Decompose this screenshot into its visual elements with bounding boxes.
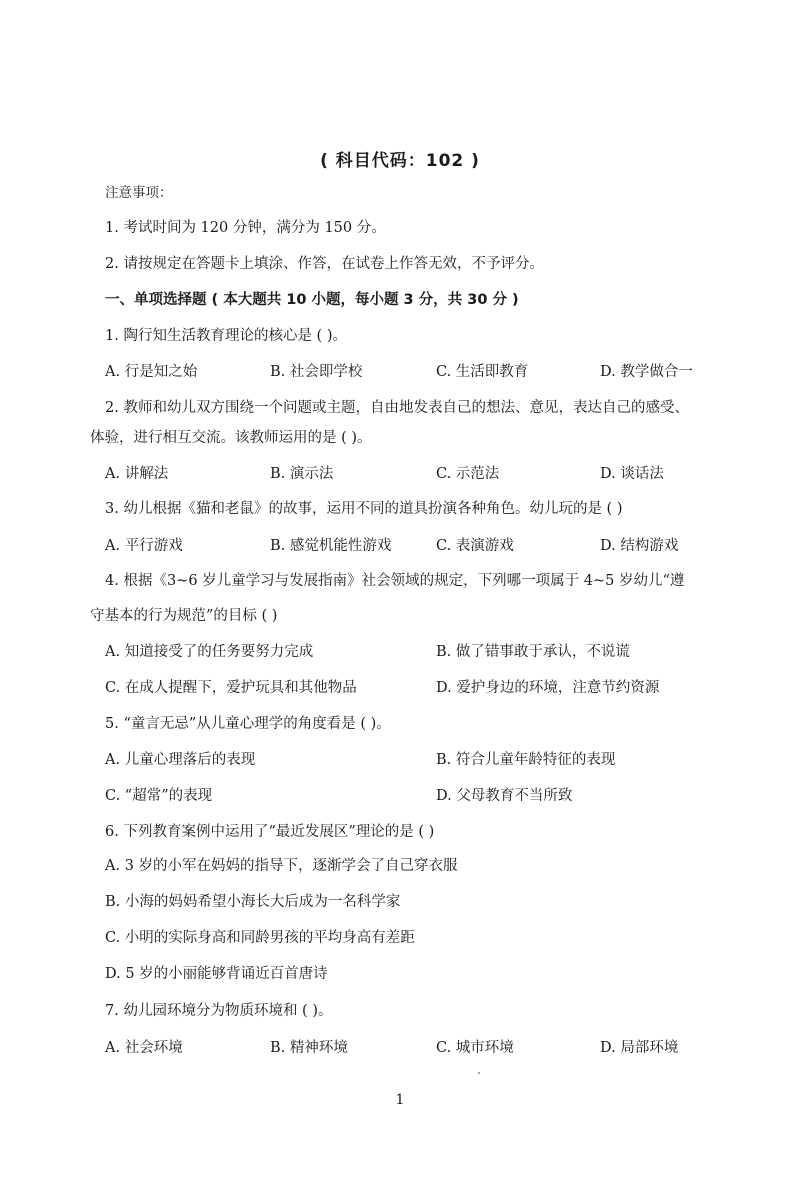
q6-option-b: B. 小海的妈妈希望小海长大后成为一名科学家	[105, 894, 401, 910]
question-4-stem-line-2: 守基本的行为规范”的目标 ( )	[90, 608, 278, 624]
q6-option-c: C. 小明的实际身高和同龄男孩的平均身高有差距	[105, 930, 415, 946]
question-3-stem: 3. 幼儿根据《猫和老鼠》的故事，运用不同的道具扮演各种角色。幼儿玩的是 ( )	[105, 501, 623, 517]
q7-option-a: A. 社会环境	[105, 1040, 183, 1056]
q7-option-c: C. 城市环境	[436, 1040, 514, 1056]
q6-option-a: A. 3 岁的小军在妈妈的指导下，逐渐学会了自己穿衣服	[105, 858, 458, 874]
q2-option-d: D. 谈话法	[600, 466, 664, 482]
question-4-stem-line-1: 4. 根据《3~6 岁儿童学习与发展指南》社会领域的规定，下列哪一项属于 4~5 岁幼儿“遵	[105, 573, 685, 589]
q2-option-c: C. 示范法	[436, 466, 500, 482]
q5-option-b: B. 符合儿童年龄特征的表现	[436, 752, 616, 768]
question-5-stem: 5. “童言无忌”从儿童心理学的角度看是 ( )。	[105, 716, 391, 732]
section-title: 一、单项选择题 ( 本大题共 10 小题，每小题 3 分，共 30 分 )	[105, 292, 519, 308]
q7-option-b: B. 精神环境	[270, 1040, 348, 1056]
notice-item-1: 1. 考试时间为 120 分钟，满分为 150 分。	[105, 220, 386, 236]
page-number: 1	[395, 1092, 405, 1108]
question-1-stem: 1. 陶行知生活教育理论的核心是 ( )。	[105, 328, 347, 344]
q1-option-d: D. 教学做合一	[600, 364, 693, 380]
q4-option-b: B. 做了错事敢于承认，不说谎	[436, 644, 630, 660]
question-2-stem-line-2: 体验，进行相互交流。该教师运用的是 ( )。	[90, 430, 372, 446]
question-2-stem-line-1: 2. 教师和幼儿双方围绕一个问题或主题，自由地发表自己的想法、意见，表达自己的感受、	[105, 400, 689, 416]
q4-option-c: C. 在成人提醒下，爱护玩具和其他物品	[105, 680, 357, 696]
q2-option-a: A. 讲解法	[105, 466, 169, 482]
q7-option-d: D. 局部环境	[600, 1040, 679, 1056]
q3-option-d: D. 结构游戏	[600, 538, 679, 554]
q5-option-d: D. 父母教育不当所致	[436, 788, 573, 804]
q5-option-c: C. “超常”的表现	[105, 788, 213, 804]
notice-heading: 注意事项：	[105, 185, 173, 201]
scan-speck	[478, 1072, 480, 1074]
question-7-stem: 7. 幼儿园环境分为物质环境和 ( )。	[105, 1003, 333, 1019]
q5-option-a: A. 儿童心理落后的表现	[105, 752, 256, 768]
q1-option-c: C. 生活即教育	[436, 364, 529, 380]
q4-option-d: D. 爱护身边的环境，注意节约资源	[436, 680, 660, 696]
q4-option-a: A. 知道接受了的任务要努力完成	[105, 644, 314, 660]
q3-option-a: A. 平行游戏	[105, 538, 183, 554]
q3-option-b: B. 感觉机能性游戏	[270, 538, 392, 554]
q1-option-b: B. 社会即学校	[270, 364, 363, 380]
subject-code-title: ( 科目代码：102 )	[320, 151, 480, 171]
q6-option-d: D. 5 岁的小丽能够背诵近百首唐诗	[105, 966, 328, 982]
question-6-stem: 6. 下列教育案例中运用了“最近发展区”理论的是 ( )	[105, 824, 435, 840]
notice-item-2: 2. 请按规定在答题卡上填涂、作答，在试卷上作答无效，不予评分。	[105, 256, 544, 272]
q2-option-b: B. 演示法	[270, 466, 334, 482]
q1-option-a: A. 行是知之始	[105, 364, 198, 380]
q3-option-c: C. 表演游戏	[436, 538, 514, 554]
